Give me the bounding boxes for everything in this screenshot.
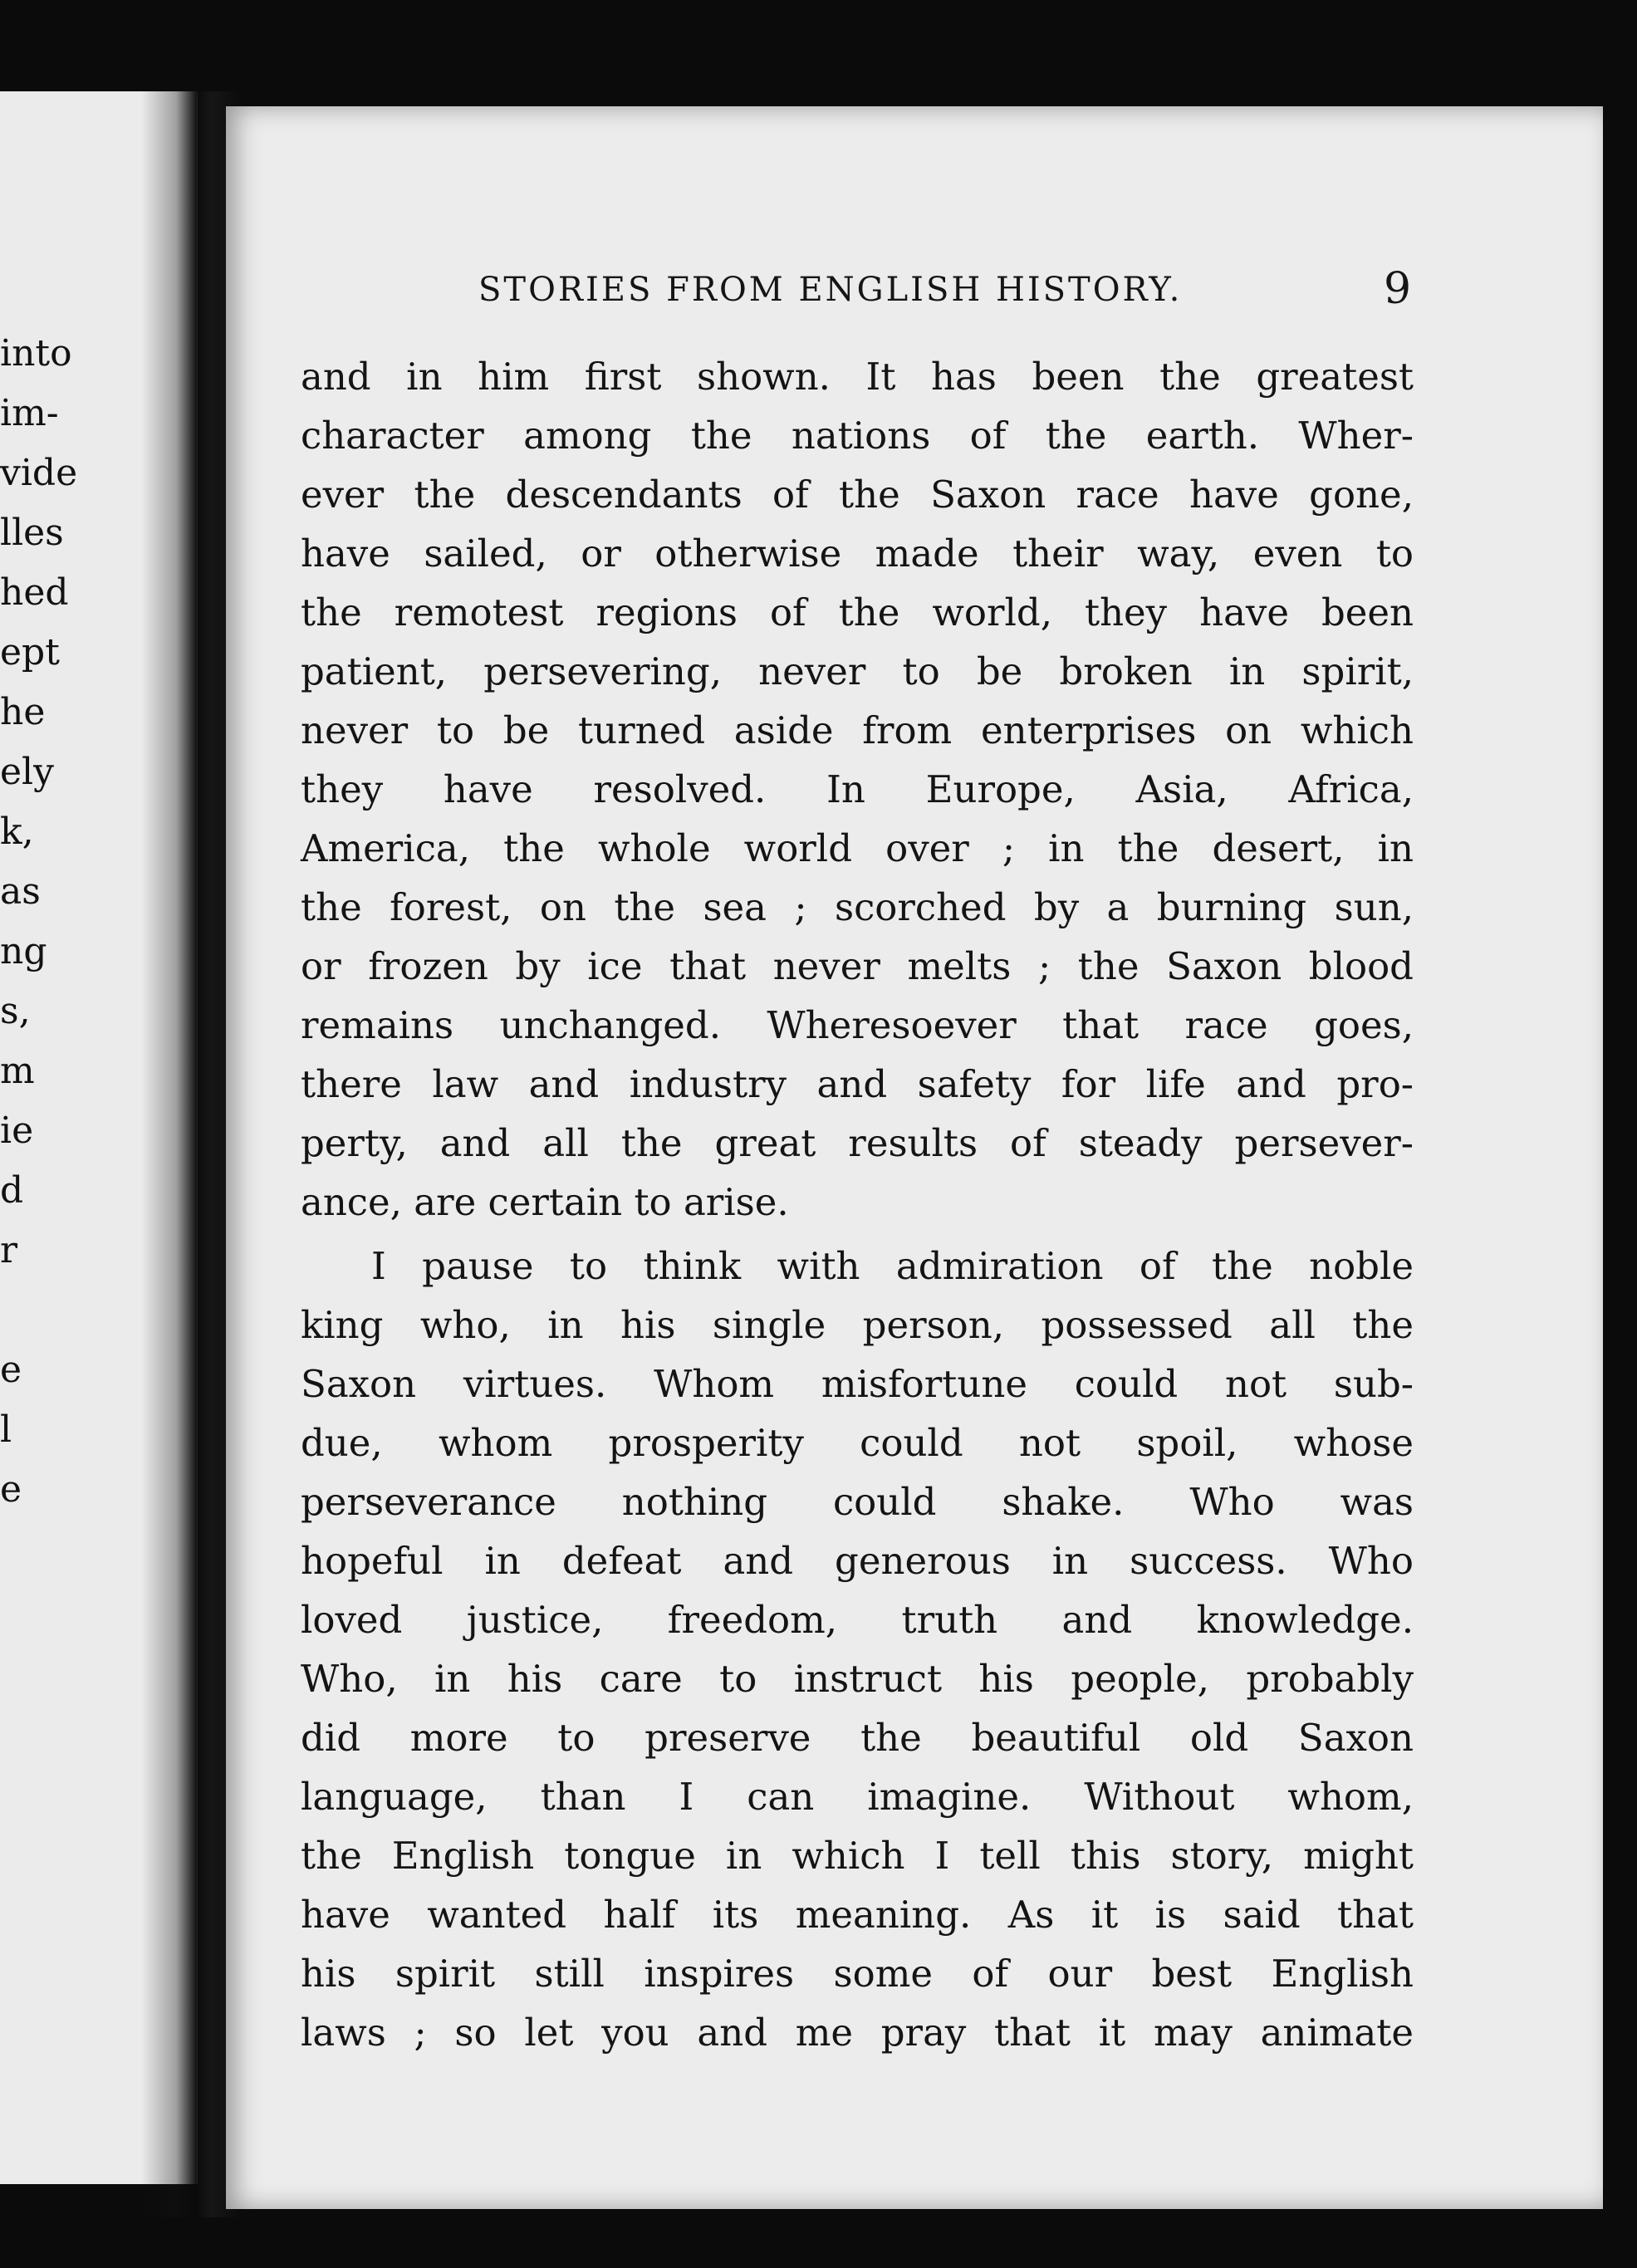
text-line: Saxon virtues. Whom misfortune could not sub- [301, 1362, 1414, 1406]
page-number: 9 [1384, 264, 1412, 314]
text-line: loved justice, freedom, truth and knowledge. [301, 1598, 1414, 1642]
text-line: hopeful in defeat and generous in success. Who [301, 1539, 1414, 1583]
text-line: patient, persevering, never to be broken in spirit, [301, 649, 1414, 693]
text-line: the English tongue in which I tell this story, might [301, 1834, 1414, 1878]
facing-line: k, [0, 811, 34, 853]
facing-line: r [0, 1229, 18, 1271]
text-line: Who, in his care to instruct his people, probably [301, 1657, 1414, 1701]
text-line: America, the whole world over ; in the desert, in [301, 826, 1414, 870]
text-line: ever the descendants of the Saxon race have gone, [301, 473, 1414, 517]
text-line: the forest, on the sea ; scorched by a burning sun, [301, 885, 1414, 929]
facing-line: e [0, 1468, 22, 1511]
text-line: there law and industry and safety for life and pro- [301, 1062, 1414, 1106]
text-line: character among the nations of the earth. Wher- [301, 414, 1414, 458]
text-line: I pause to think with admiration of the noble [371, 1244, 1414, 1288]
facing-line: im- [0, 392, 59, 434]
facing-line: e [0, 1349, 22, 1391]
body-text [301, 347, 1414, 2062]
text-line: laws ; so let you and me pray that it may animate [301, 2011, 1414, 2055]
text-line: they have resolved. In Europe, Asia, Africa, [301, 767, 1414, 811]
facing-line: ie [0, 1110, 34, 1152]
facing-line: d [0, 1169, 24, 1212]
text-line: king who, in his single person, possessed all the [301, 1303, 1414, 1347]
running-head [478, 264, 1525, 339]
facing-line: he [0, 691, 46, 733]
book-page [226, 106, 1603, 2209]
facing-line: ng [0, 930, 47, 972]
text-line: due, whom prosperity could not spoil, whose [301, 1421, 1414, 1465]
facing-line: l [0, 1408, 12, 1451]
text-line: or frozen by ice that never melts ; the Saxon blood [301, 944, 1414, 988]
text-line: have wanted half its meaning. As it is said that [301, 1893, 1414, 1937]
paragraph-1 [301, 347, 1414, 1232]
facing-line: hed [0, 571, 69, 614]
text-line: perty, and all the great results of steady persever- [301, 1121, 1414, 1165]
facing-line: as [0, 870, 41, 913]
facing-line: lles [0, 512, 64, 554]
facing-line: vide [0, 452, 78, 494]
text-line: his spirit still inspires some of our best English [301, 1952, 1414, 1996]
facing-line: ely [0, 751, 54, 793]
facing-line: m [0, 1050, 35, 1092]
text-line: did more to preserve the beautiful old Saxon [301, 1716, 1414, 1760]
facing-line: into [0, 332, 72, 375]
text-line: the remotest regions of the world, they have been [301, 590, 1414, 634]
facing-line: ept [0, 631, 60, 674]
running-head-title: STORIES FROM ENGLISH HISTORY. [478, 271, 1183, 309]
text-line: remains unchanged. Wheresoever that race goes, [301, 1003, 1414, 1047]
text-line: never to be turned aside from enterprises on which [301, 708, 1414, 752]
paragraph-2 [301, 1237, 1414, 2062]
facing-line: s, [0, 990, 31, 1032]
text-line: ance, are certain to arise. [301, 1180, 789, 1224]
text-line: have sailed, or otherwise made their way, even to [301, 531, 1414, 576]
text-line: perseverance nothing could shake. Who was [301, 1480, 1414, 1524]
text-line: language, than I can imagine. Without whom, [301, 1775, 1414, 1819]
text-line: and in him first shown. It has been the greatest [301, 355, 1414, 399]
